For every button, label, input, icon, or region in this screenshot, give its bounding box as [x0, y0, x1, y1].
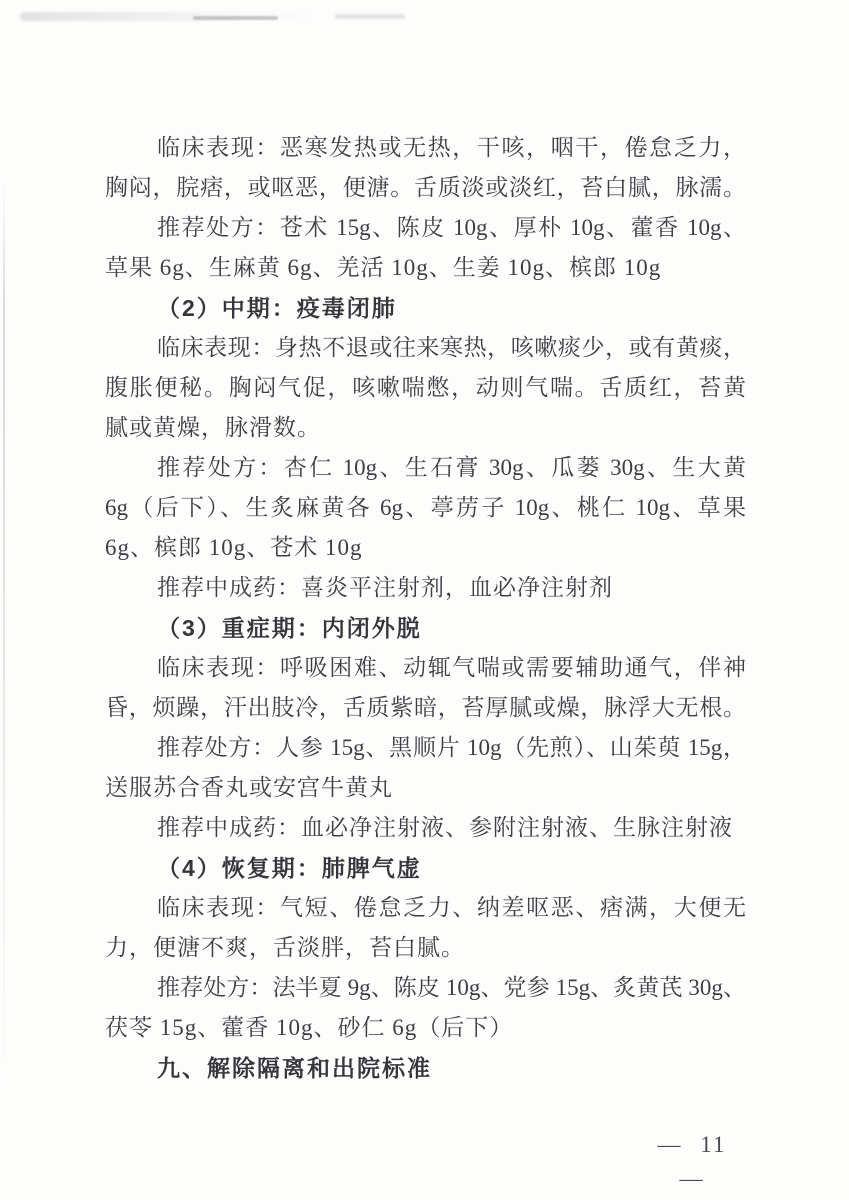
early-clinical-line-2: 胸闷，脘痞，或呕恶，便溏。舌质淡或淡红，苔白腻，脉濡。 — [105, 175, 746, 200]
early-clinical-line-1: 临床表现：恶寒发热或无热，干咳，咽干，倦怠乏力， — [157, 135, 746, 160]
recovery-clinical-line-1: 临床表现：气短、倦怠乏力、纳差呕恶、痞满，大便无 — [157, 895, 746, 920]
middle-prescription-line-1: 推荐处方：杏仁 10g、生石膏 30g、瓜蒌 30g、生大黄 — [157, 455, 747, 480]
early-prescription-line-2: 草果 6g、生麻黄 6g、羌活 10g、生姜 10g、槟郎 10g — [105, 255, 662, 280]
middle-clinical-line-1: 临床表现：身热不退或往来寒热，咳嗽痰少，或有黄痰， — [157, 335, 746, 360]
scan-artifact-left-edge — [3, 180, 5, 1090]
recovery-clinical-line-2: 力，便溏不爽，舌淡胖，苔白腻。 — [105, 935, 465, 960]
heading-stage-2-middle: （2）中期：疫毒闭肺 — [157, 295, 397, 321]
early-prescription-line-1: 推荐处方：苍术 15g、陈皮 10g、厚朴 10g、藿香 10g、 — [157, 215, 746, 240]
page-number: — 11 — — [657, 1132, 727, 1191]
heading-stage-3-severe: （3）重症期：内闭外脱 — [157, 615, 422, 641]
middle-prescription-line-3: 6g、槟郎 10g、苍术 10g — [105, 535, 363, 560]
recovery-prescription-line-2: 茯苓 15g、藿香 10g、砂仁 6g（后下） — [105, 1015, 514, 1040]
heading-section-9-discharge-criteria: 九、解除隔离和出院标准 — [157, 1055, 432, 1081]
scan-artifact-line — [193, 16, 278, 20]
recovery-prescription-line-1: 推荐处方：法半夏 9g、陈皮 10g、党参 15g、炙黄芪 30g、 — [157, 975, 746, 1000]
severe-clinical-line-2: 昏，烦躁，汗出肢冷，舌质紫暗，苔厚腻或燥，脉浮大无根。 — [105, 695, 746, 720]
severe-clinical-line-1: 临床表现：呼吸困难、动辄气喘或需要辅助通气，伴神 — [157, 655, 746, 680]
middle-prescription-line-2: 6g（后下）、生炙麻黄各 6g、葶苈子 10g、桃仁 10g、草果 — [105, 495, 747, 520]
middle-patent-medicine: 推荐中成药：喜炎平注射剂，血必净注射剂 — [157, 575, 613, 600]
severe-prescription-line-2: 送服苏合香丸或安宫牛黄丸 — [105, 775, 393, 800]
heading-stage-4-recovery: （4）恢复期：肺脾气虚 — [157, 855, 422, 881]
severe-prescription-line-1: 推荐处方：人参 15g、黑顺片 10g（先煎）、山茱萸 15g， — [157, 735, 746, 760]
document-text-block — [105, 128, 746, 1088]
middle-clinical-line-2: 腹胀便秘。胸闷气促，咳嗽喘憋，动则气喘。舌质红，苔黄 — [105, 375, 746, 400]
scan-artifact-specks — [335, 14, 405, 19]
middle-clinical-line-3: 腻或黄燥，脉滑数。 — [105, 415, 321, 440]
severe-patent-medicine: 推荐中成药：血必净注射液、参附注射液、生脉注射液 — [157, 815, 733, 840]
